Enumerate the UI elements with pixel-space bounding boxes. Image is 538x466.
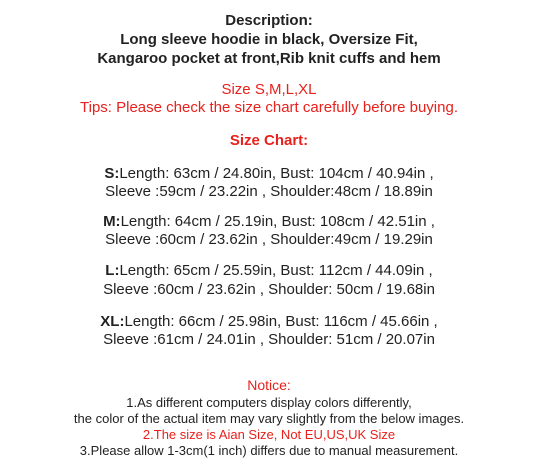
- size-chart-title: Size Chart:: [229, 132, 309, 149]
- size-xl-measure-1: Length: 66cm / 25.98in, Bust: 116cm / 45.66in ,: [124, 313, 438, 330]
- notice-line-2: the color of the actual item may vary slightly from the below images.: [73, 411, 465, 426]
- notice-line-1: 1.As different computers display colors differently,: [126, 395, 412, 410]
- size-s-measure-1: Length: 63cm / 24.80in, Bust: 104cm / 40.94in ,: [119, 165, 434, 182]
- size-l-measure-1: Length: 65cm / 25.59in, Bust: 112cm / 44.09in ,: [119, 262, 433, 279]
- notice-line-4: 3.Please allow 1-3cm(1 inch) differs due to manual measurement.: [79, 443, 459, 458]
- notice-heading: Notice:: [247, 377, 291, 393]
- notice-line-3: 2.The size is Aian Size, Not EU,US,UK Size: [142, 427, 396, 442]
- size-row-m-line-2: Sleeve :60cm / 23.62in , Shoulder:49cm / 19.29in: [105, 231, 433, 248]
- size-label-m: M:: [103, 213, 121, 230]
- size-m-measure-1: Length: 64cm / 25.19in, Bust: 108cm / 42.51in ,: [120, 213, 435, 230]
- description-line-1: Long sleeve hoodie in black, Oversize Fit,: [120, 31, 418, 48]
- sizes-available: Size S,M,L,XL: [221, 81, 317, 98]
- size-row-l-line-2: Sleeve :60cm / 23.62in , Shoulder: 50cm / 19.68in: [103, 281, 435, 298]
- size-row-s-line-1: [0, 165, 538, 182]
- size-row-xl-line-1: [0, 313, 538, 330]
- size-row-l-line-1: [0, 262, 538, 279]
- size-label-s: S:: [104, 165, 120, 182]
- size-label-xl: XL:: [100, 313, 125, 330]
- size-row-m-line-1: [0, 213, 538, 230]
- description-line-2: Kangaroo pocket at front,Rib knit cuffs and hem: [97, 50, 441, 67]
- size-row-xl-line-2: Sleeve :61cm / 24.01in , Shoulder: 51cm / 20.07in: [103, 331, 435, 348]
- tips-line: Tips: Please check the size chart carefully before buying.: [80, 99, 458, 116]
- size-row-s-line-2: Sleeve :59cm / 23.22in , Shoulder:48cm / 18.89in: [105, 183, 433, 200]
- size-label-l: L:: [105, 262, 120, 279]
- description-heading: Description:: [225, 12, 313, 29]
